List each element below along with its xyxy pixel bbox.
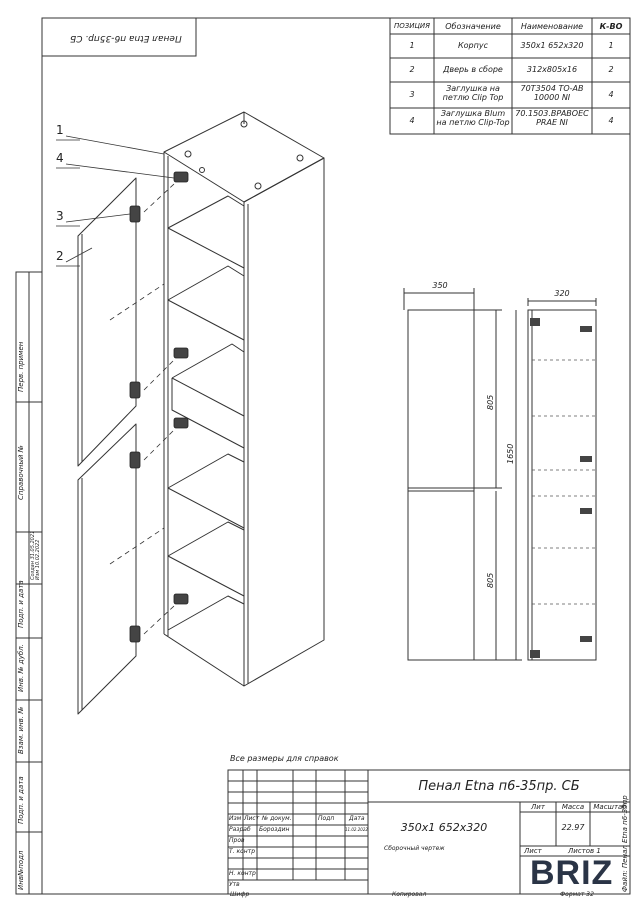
parts-row4-qty: 4 (608, 116, 614, 125)
rev-col-sign: Подп (318, 815, 335, 822)
dim-door-bottom: 805 (486, 572, 495, 588)
callout-1: 1 (56, 123, 64, 137)
side-view-shelves (532, 360, 596, 604)
sheet-label: Лист (524, 847, 542, 855)
parts-row1-qty: 1 (608, 41, 614, 50)
dim-door-top: 805 (486, 394, 495, 410)
parts-header-name: Наименование (520, 22, 584, 31)
rev-col-date: Дата (349, 815, 365, 822)
isometric-cabinet (78, 112, 324, 714)
role-tkontr: Т. контр (229, 848, 256, 855)
parts-row3-name: 70T3504 TO-AB 10000 NI (520, 84, 584, 102)
parts-row3-pos: 3 (409, 90, 415, 99)
kopiroval-label: Копировал (392, 891, 427, 898)
mass-value: 22.97 (561, 823, 585, 832)
parts-header-designation: Обозначение (445, 22, 501, 31)
title-block-doc-type: Сборочный чертеж (384, 845, 445, 852)
strip-inv-dubl: Инв. № дубл. (17, 644, 25, 692)
callout-leaders (56, 136, 174, 266)
parts-row2-name: 312x805x16 (526, 65, 578, 74)
parts-row2-pos: 2 (409, 65, 415, 74)
callout-3: 3 (56, 209, 64, 223)
parts-row2-desig: Дверь в сборе (443, 65, 503, 74)
format-label: Формат 32 (560, 891, 594, 898)
strip-inv-podl: Инв№подл (17, 850, 25, 890)
rev-col-doc: № докум. (262, 815, 292, 822)
hinges (130, 172, 188, 642)
front-view (404, 288, 522, 660)
date-razrab: 11.02.2022 (345, 827, 368, 832)
lit-label: Лит (531, 803, 545, 811)
parts-row4-desig: Заглушка Blum на петлю Clip-Top (436, 109, 510, 127)
parts-row3-desig: Заглушка на петлю Clip Top (442, 84, 504, 102)
sheets-label: Листов 1 (568, 847, 601, 855)
role-nkontr: Н. контр (229, 870, 256, 877)
brand-logo: BRIZ (530, 854, 614, 892)
title-block-size: 350x1 652x320 (400, 821, 488, 834)
side-view-hinges (530, 318, 592, 658)
scale-label: Масштаб (593, 803, 627, 811)
strip-vzam-inv: Взам. инв. № (17, 706, 25, 754)
role-razrab: Разраб (229, 826, 251, 833)
parts-row3-qty: 4 (608, 90, 614, 99)
parts-header-qty: К-ВО (599, 22, 623, 31)
dimensions-note: Все размеры для справок (230, 754, 339, 763)
role-prov: Пров (229, 837, 245, 844)
parts-row4-name: 70.1503.BPABOEC PRAE NI (515, 109, 589, 127)
parts-row1-desig: Корпус (457, 41, 488, 50)
dim-front-width: 350 (432, 281, 448, 290)
title-block-title: Пенал Etna п6-35пр. СБ (418, 779, 580, 794)
name-razrab: Бороздин (259, 826, 290, 833)
strip-perv-primen: Перв. примен (17, 341, 25, 392)
side-view (528, 298, 596, 660)
parts-row2-qty: 2 (608, 65, 614, 74)
role-utv: Утв (229, 881, 240, 888)
callout-4: 4 (56, 151, 64, 165)
parts-row4-pos: 4 (409, 116, 415, 125)
rev-col-list: Лист (244, 815, 260, 822)
shifr-label: Шифр (230, 891, 250, 898)
file-label: Файл: Пенал Etna п6-35пр (621, 795, 629, 892)
dim-side-depth: 320 (554, 289, 570, 298)
parts-header-position: ПОЗИЦИЯ (393, 22, 431, 30)
parts-row1-name: 350x1 652x320 (520, 41, 584, 50)
strip-podp-data-1: Подп. и дата (17, 580, 25, 628)
mass-label: Масса (561, 803, 585, 811)
strip-podp-data-2: Подп. и дата (17, 776, 25, 824)
strip-created-date: Создан 31.05.2021 (30, 530, 36, 580)
stamp-top: Пенал Etna п6-35пр. СБ (70, 33, 182, 43)
parts-row1-pos: 1 (409, 41, 415, 50)
dim-total-height: 1650 (506, 443, 515, 464)
callout-2: 2 (56, 249, 64, 263)
rev-col-izm: Изм (229, 815, 242, 822)
strip-modified-date: Изм 10.02.2022 (35, 539, 41, 580)
strip-spravochny: Справочный № (17, 445, 25, 500)
